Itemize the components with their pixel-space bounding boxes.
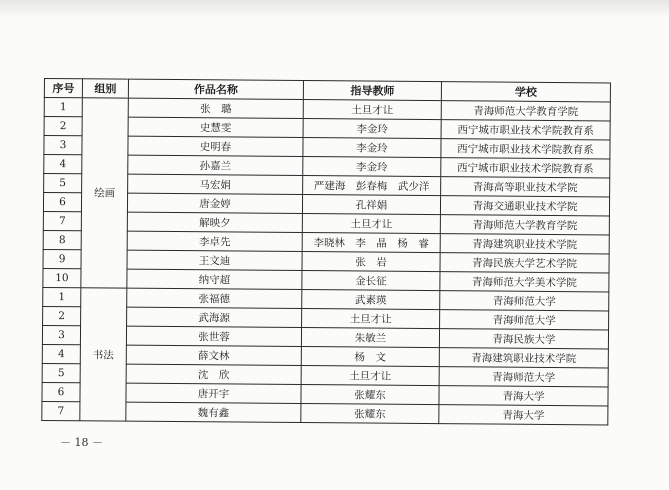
teacher-name: 李金玲 [303,157,441,177]
row-number: 4 [44,155,82,174]
school-name: 青海高等职业技术学院 [441,177,610,197]
teacher-name: 张 岩 [302,252,440,272]
table-row [42,401,608,424]
teacher-name: 杨 文 [301,347,439,367]
school-name: 西宁城市职业技术学院教育系 [441,120,610,140]
school-name: 青海大学 [439,386,608,406]
row-number: 8 [43,230,81,249]
school-name: 青海大学 [439,405,608,425]
work-name: 武海源 [127,307,302,327]
award-table-container [41,78,610,425]
teacher-name: 土旦才让 [303,100,441,120]
work-name: 张世蓉 [126,326,301,346]
row-number: 9 [43,249,81,268]
school-name: 青海民族大学艺术学院 [440,253,609,273]
school-name: 青海建筑职业技术学院 [439,348,608,368]
work-name: 唐开宇 [126,383,301,403]
row-number: 3 [44,136,82,155]
teacher-name: 张耀东 [301,404,439,424]
teacher-name: 孔祥娟 [302,195,440,215]
header-group: 组别 [82,79,128,98]
work-name: 王文迪 [127,250,302,270]
header-school: 学校 [441,82,610,102]
work-name: 孙嘉兰 [128,155,303,175]
row-number: 3 [42,325,80,344]
school-name: 西宁城市职业技术学院教育系 [441,158,610,178]
work-name: 魏有鑫 [126,402,301,422]
page-top-shadow [0,0,669,18]
work-name: 沈 欣 [126,364,301,384]
row-number: 5 [42,363,80,382]
teacher-name: 土旦才让 [302,214,440,234]
work-name: 薛文林 [126,345,301,365]
work-name: 张 璐 [128,98,303,118]
work-name: 唐金婷 [127,193,302,213]
teacher-name: 土旦才让 [302,309,440,329]
teacher-name: 土旦才让 [301,366,439,386]
work-name: 纳守超 [127,269,302,289]
teacher-name: 李金玲 [303,119,441,139]
school-name: 青海民族大学 [439,329,608,349]
school-name: 青海师范大学 [440,291,609,311]
work-name: 解映夕 [127,212,302,232]
row-number: 6 [43,193,81,212]
school-name: 青海师范大学教育学院 [441,101,610,121]
row-number: 5 [44,174,82,193]
work-name: 马宏娟 [128,174,303,194]
row-number: 1 [44,98,82,117]
row-number: 4 [42,344,80,363]
teacher-name: 李金玲 [303,138,441,158]
group-name: 绘画 [81,98,128,288]
table-body [42,98,611,425]
teacher-name: 严建海 彭春梅 武少洋 [303,176,441,196]
work-name: 李卓先 [127,231,302,251]
row-number: 2 [43,306,81,325]
row-number: 7 [42,401,80,420]
school-name: 青海交通职业技术学院 [440,196,609,216]
row-number: 10 [43,268,81,287]
header-work: 作品名称 [128,79,303,99]
school-name: 青海建筑职业技术学院 [440,234,609,254]
header-no: 序号 [44,79,82,98]
school-name: 西宁城市职业技术学院教育系 [441,139,610,159]
school-name: 青海师范大学教育学院 [440,215,609,235]
school-name: 青海师范大学 [440,310,609,330]
work-name: 史慧雯 [128,117,303,137]
row-number: 2 [44,117,82,136]
group-name: 书法 [80,288,127,421]
teacher-name: 张耀东 [301,385,439,405]
school-name: 青海师范大学美术学院 [440,272,609,292]
page-number: － 18 － [60,436,103,449]
work-name: 史明春 [128,136,303,156]
teacher-name: 武素瑛 [302,290,440,310]
teacher-name: 李晓林 李 晶 杨 睿 [302,233,440,253]
school-name: 青海师范大学 [439,367,608,387]
award-table [41,78,611,425]
row-number: 6 [42,382,80,401]
teacher-name: 朱敏兰 [301,328,439,348]
header-teacher: 指导教师 [303,81,441,101]
teacher-name: 金长征 [302,271,440,291]
work-name: 张福德 [127,288,302,308]
row-number: 1 [43,287,81,306]
row-number: 7 [43,211,81,230]
